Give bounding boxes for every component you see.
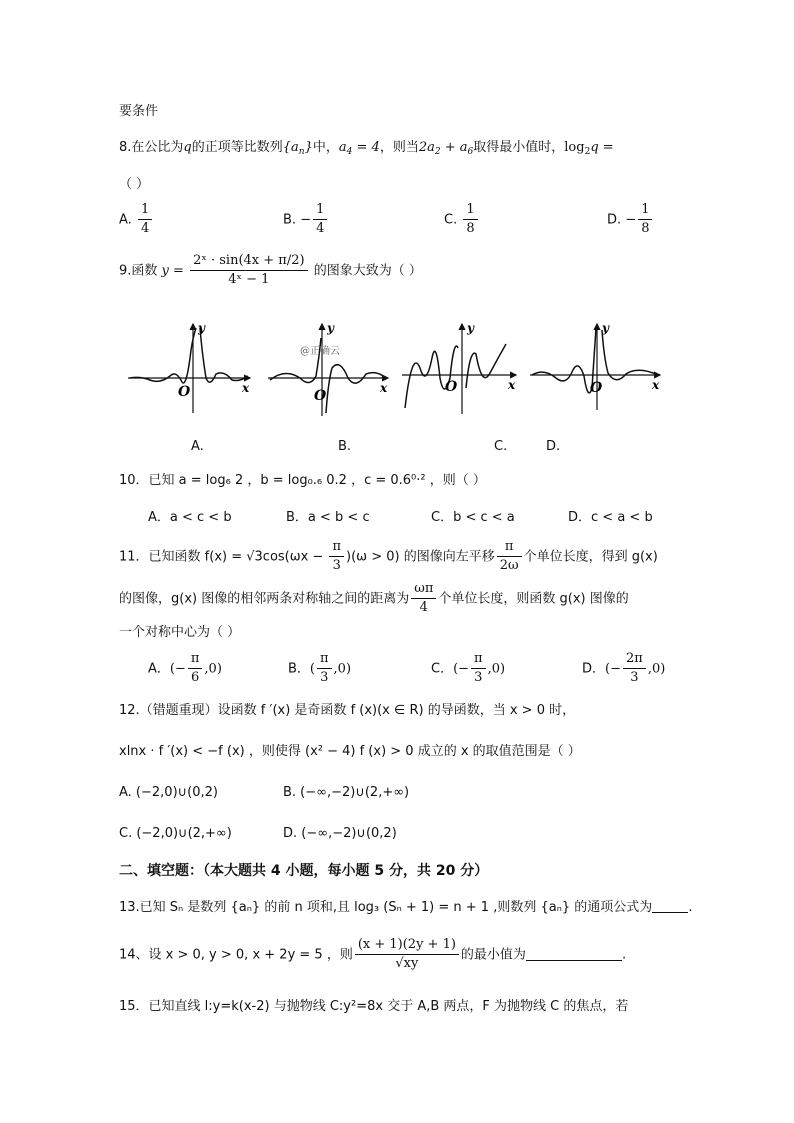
graph-c-origin: O [445,379,458,395]
q10-option-a: A．a < c < b [148,510,232,525]
q14-stem: 14、设 x > 0, y > 0, x + 2y = 5 ，则 $\frac{(x + 1)(2y + 1)}{√xy}$ 的最小值为 . [119,937,627,972]
q12-option-b: B. (−∞,−2)∪(2,+∞) [283,785,410,800]
graph-a-x-label: x [242,381,250,395]
q11-option-d: D．(− $\frac{2\pi}{3}$ ,0) [582,651,666,686]
q13-answer-blank [652,900,688,913]
intro-text: 要条件 [119,104,159,119]
graph-label-b: B. [338,439,352,454]
q8-paren: （ ） [119,177,150,192]
graph-b [268,321,388,416]
q11-line2: 的图像，g(x) 图像的相邻两条对称轴之间的距离为 $\frac{\omega\pi}{4}$ 个单位长度，则函数 g(x) 图像的 [119,581,629,616]
q10-option-c: C．b < c < a [431,510,515,525]
q15-stem: 15．已知直线 l:y=k(x-2) 与抛物线 C:y²=8x 交于 A,B 两点，F 为抛物线 C 的焦点，若 [119,999,629,1014]
graph-label-c: C. [494,439,508,454]
q12-option-a: A. (−2,0)∪(0,2) [119,785,218,800]
graph-label-d: D. [546,439,561,454]
graph-a-origin: O [178,384,191,400]
graph-c [402,321,516,414]
q14-answer-blank [526,948,622,961]
q8-option-d: D. − $\frac{1}{8}$ [607,203,654,237]
graph-a-y-label: y [198,321,205,335]
q11-line1: 11．已知函数 f(x) = √3cos(ωx − $\frac{\pi}{3}$ )(ω > 0) 的图像向左平移 $\frac{\pi}{2\omega}$ 个单位长度，得到 g(x) [119,539,658,574]
graph-d-origin: O [590,380,603,396]
q11-option-b: B．( $\frac{\pi}{3}$ ,0) [288,651,352,686]
graph-a [128,321,250,413]
q8-option-c: C. $\frac{1}{8}$ [444,203,480,237]
graph-c-x-label: x [508,378,516,392]
q11-option-c: C．(− $\frac{\pi}{3}$ ,0) [431,651,506,686]
graph-b-x-label: x [380,381,388,395]
q12-option-c: C. (−2,0)∪(2,+∞) [119,826,232,841]
graph-d-y-label: y [602,321,609,335]
section-heading: 二、填空题：（本大题共 4 小题，每小题 5 分，共 20 分） [119,863,489,879]
graph-d-x-label: x [652,378,660,392]
q12-option-d: D. (−∞,−2)∪(0,2) [283,826,397,841]
graph-d [530,321,660,410]
q12-line1: 12.（错题重现）设函数 f ′(x) 是奇函数 f (x)(x ∈ R) 的导函数，当 x > 0 时， [119,703,576,718]
graph-label-a: A. [191,439,204,454]
q8-option-b: B. − $\frac{1}{4}$ [283,203,329,237]
q9-stem: 9.函数 y = $\frac{\text{2ˣ · sin(4x + π/2)}}{\text{4ˣ − 1}}$ 的图象大致为（ ） [119,253,422,288]
graph-c-y-label: y [467,321,474,335]
q8-option-a: A. $\frac{1}{4}$ [119,203,154,237]
q10-stem: 10．已知 a = log₆ 2 ，b = log₀.₆ 0.2 ，c = 0.6⁰·² ，则（ ） [119,473,486,488]
q8-stem: 8.在公比为q的正项等比数列$\{a_n\}$中，$a_4 = 4$，则当$2a_2 + a_6$取得最小值时，$\log_2q$ = [119,140,614,157]
q10-option-b: B．a < b < c [286,510,370,525]
graph-b-origin: O [314,388,327,404]
q12-line2: xlnx · f ′(x) < −f (x) ，则使得 (x² − 4) f (x) > 0 成立的 x 的取值范围是（ ） [119,744,581,759]
q10-option-d: D．c < a < b [568,510,653,525]
q11-option-a: A．(− $\frac{\pi}{6}$ ,0) [148,651,222,686]
watermark: @正确云 [300,346,340,357]
q13-stem: 13.已知 Sₙ 是数列 {aₙ} 的前 n 项和,且 log₃ (Sₙ + 1) = n + 1 ,则数列 {aₙ} 的通项公式为 . [119,900,693,915]
graph-b-y-label: y [327,321,334,335]
q9-graphs [120,318,670,418]
q11-line3: 一个对称中心为（ ） [119,625,241,640]
